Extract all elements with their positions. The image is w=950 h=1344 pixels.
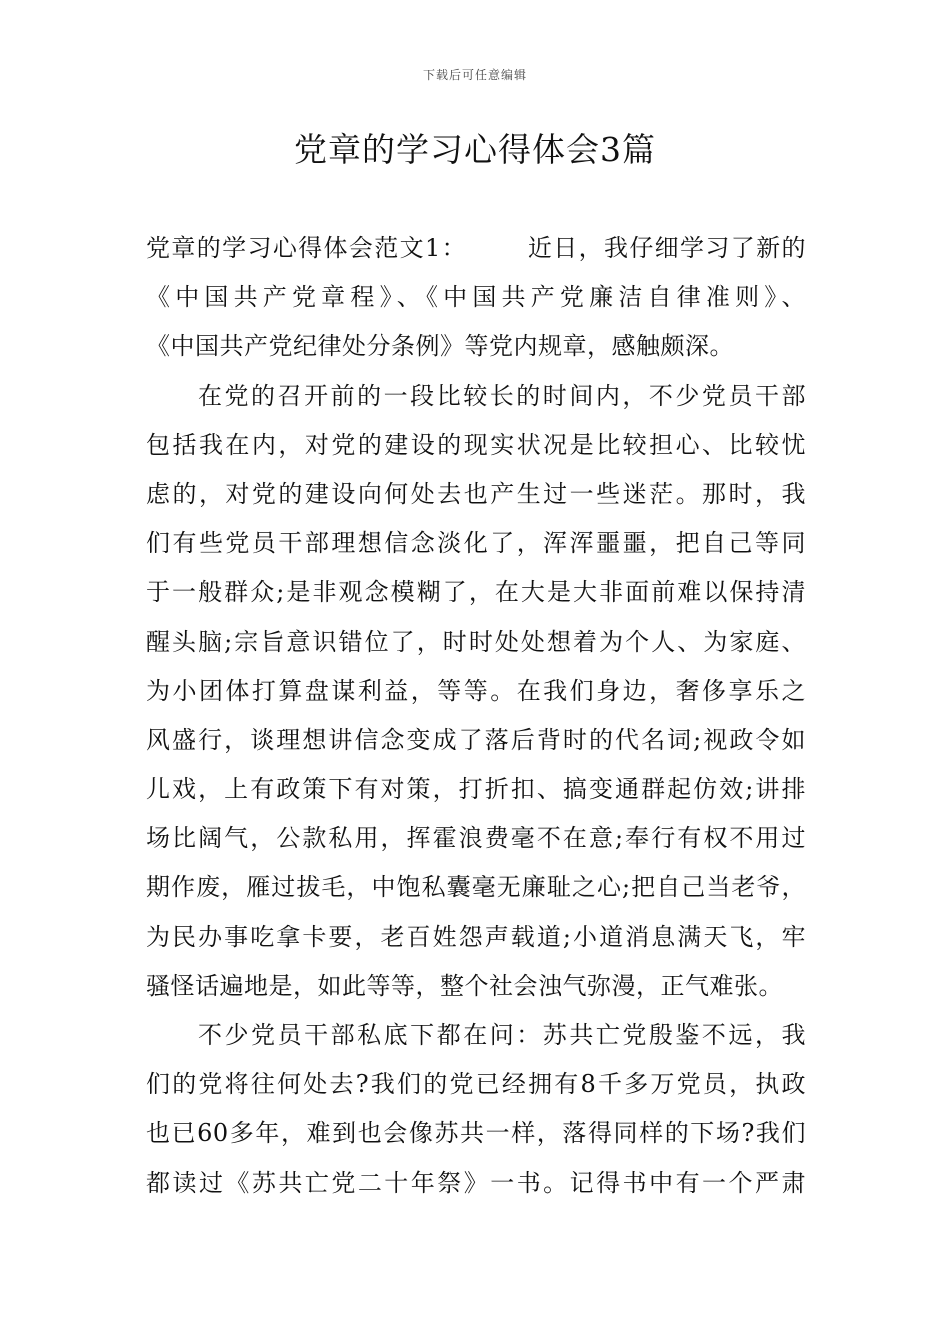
text-line-18: 们的党将往何处去?我们的党已经拥有8千多万党员，执政 (146, 1070, 806, 1099)
text-line-12: 儿戏，上有政策下有对策，打折扣、搞变通群起仿效;讲排 (146, 775, 806, 804)
text-line-11: 风盛行，谈理想讲信念变成了落后背时的代名词;视政令如 (146, 725, 806, 754)
header-note: 下载后可任意编辑 (422, 68, 527, 82)
document-title: 党章的学习心得体会3篇 (294, 130, 656, 169)
text-line-15: 为民办事吃拿卡要，老百姓怨声载道;小道消息满天飞，牢 (146, 922, 806, 951)
text-line-1-rest: 近日，我仔细学习了新的 (527, 234, 806, 262)
text-line-1 (146, 224, 806, 273)
document-body (146, 224, 806, 1208)
text-line-5: 包括我在内，对党的建设的现实状况是比较担心、比较忧 (146, 430, 806, 459)
text-line-3: 《中国共产党纪律处分条例》等党内规章，感触颇深。 (146, 332, 734, 361)
text-line-4: 在党的召开前的一段比较长的时间内，不少党员干部 (198, 381, 806, 410)
text-line-13: 场比阔气，公款私用，挥霍浪费毫不在意;奉行有权不用过 (146, 824, 806, 853)
text-line-2: 《中国共产党章程》、《中国共产党廉洁自律准则》、 (146, 283, 806, 312)
text-line-16: 骚怪话遍地是，如此等等，整个社会浊气弥漫，正气难张。 (146, 971, 783, 1000)
text-line-9: 醒头脑;宗旨意识错位了，时时处处想着为个人、为家庭、 (146, 627, 806, 656)
text-line-10: 为小团体打算盘谋利益，等等。在我们身边，奢侈享乐之 (146, 676, 806, 705)
text-line-6: 虑的，对党的建设向何处去也产生过一些迷茫。那时，我 (146, 479, 806, 508)
text-line-19: 也已60多年，难到也会像苏共一样，落得同样的下场?我们 (146, 1119, 806, 1148)
text-line-8: 于一般群众;是非观念模糊了，在大是大非面前难以保持清 (146, 578, 806, 607)
essay-label: 党章的学习心得体会范文1： (146, 234, 467, 262)
text-line-20: 都读过《苏共亡党二十年祭》一书。记得书中有一个严肃 (146, 1168, 806, 1197)
text-line-14: 期作废，雁过拔毛，中饱私囊毫无廉耻之心;把自己当老爷， (146, 873, 806, 902)
text-line-7: 们有些党员干部理想信念淡化了，浑浑噩噩，把自己等同 (146, 529, 806, 558)
text-line-17: 不少党员干部私底下都在问：苏共亡党殷鉴不远，我 (198, 1021, 806, 1049)
